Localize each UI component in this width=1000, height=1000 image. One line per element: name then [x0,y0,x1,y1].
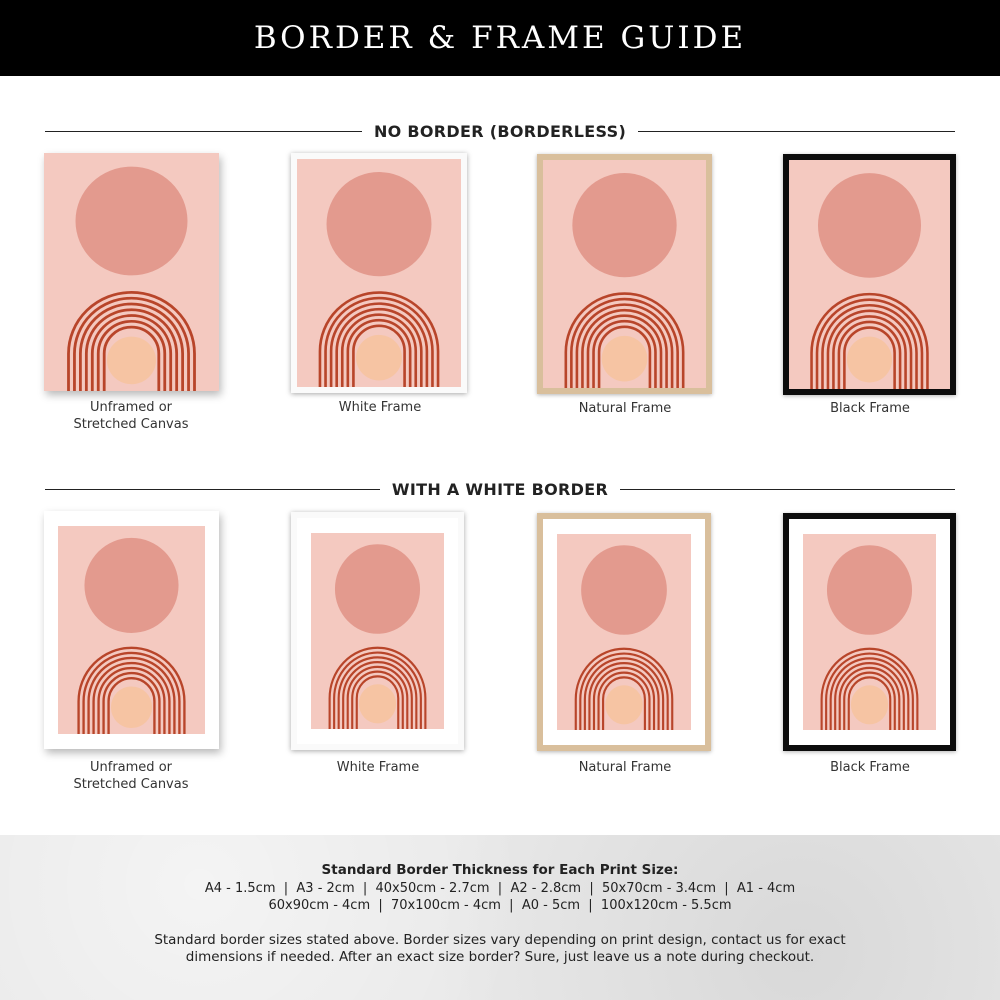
divider-line [638,131,955,132]
header-bar [0,0,1000,76]
divider-line [45,489,380,490]
small-circle-shape [359,684,396,723]
frame-label: Unframed or Stretched Canvas [73,400,189,432]
artwork-print [58,526,205,734]
artwork-print [543,160,706,388]
artwork-natural-frame-borderless[interactable] [537,154,712,394]
frame-label: Black Frame [830,401,910,416]
frame-label: White Frame [336,760,420,775]
section-heading-borderless [45,119,955,143]
footer-note: Standard border sizes stated above. Border sizes vary depending on print design, contact us for exact dimensions if needed. After an exact size border? Sure, just leave us a note during checkout. [154,932,846,965]
artwork-graphic [789,160,950,389]
artwork-graphic [543,160,706,388]
divider-line [45,131,362,132]
small-circle-shape [356,335,402,381]
artwork-print [557,534,691,730]
artwork-print [44,153,219,391]
artwork-white-frame-white-border[interactable] [291,512,464,750]
artwork-graphic [557,534,691,730]
artwork-graphic [311,533,444,729]
large-circle-shape [581,545,667,635]
frame-label: Natural Frame [578,401,672,416]
large-circle-shape [84,538,178,633]
small-circle-shape [111,686,152,728]
large-circle-shape [572,173,676,277]
artwork-graphic [803,534,936,730]
small-circle-shape [602,336,648,382]
footer-title: Standard Border Thickness for Each Print Size: [321,862,679,878]
large-circle-shape [335,544,420,634]
section-title: WITH A WHITE BORDER [391,479,609,499]
frame-label: Unframed or Stretched Canvas [73,760,189,792]
divider-line [620,489,955,490]
artwork-black-frame-borderless[interactable] [783,154,956,395]
frame-label: Natural Frame [578,760,672,775]
artwork-print [789,160,950,389]
small-circle-shape [605,685,643,724]
border-thickness-info [0,835,1000,1000]
large-circle-shape [76,167,188,276]
page-title: BORDER & FRAME GUIDE [253,20,747,56]
small-circle-shape [851,685,888,724]
artwork-graphic [44,153,219,391]
small-circle-shape [107,337,156,385]
artwork-black-frame-white-border[interactable] [783,513,956,751]
large-circle-shape [818,173,921,278]
size-list: A4 - 1.5cm | A3 - 2cm | 40x50cm - 2.7cm | A2 - 2.8cm | 50x70cm - 3.4cm | A1 - 4cm 60x90cm - 4cm | 70x100cm - 4cm | A0 - 5cm | 100x120cm - 5.5cm [204,881,796,913]
artwork-print [311,533,444,729]
artwork-white-frame-borderless[interactable] [291,153,467,393]
section-title: NO BORDER (BORDERLESS) [373,121,627,141]
small-circle-shape [847,337,892,383]
artwork-unframed-white-border[interactable] [44,511,219,749]
artwork-graphic [58,526,205,734]
section-heading-white-border [45,477,955,501]
artwork-graphic [297,159,461,387]
large-circle-shape [827,545,912,635]
artwork-natural-frame-white-border[interactable] [537,513,711,751]
artwork-print [297,159,461,387]
frame-label: White Frame [338,400,422,415]
frame-label: Black Frame [830,760,910,775]
artwork-unframed-borderless[interactable] [44,153,219,391]
artwork-print [803,534,936,730]
large-circle-shape [327,172,432,276]
